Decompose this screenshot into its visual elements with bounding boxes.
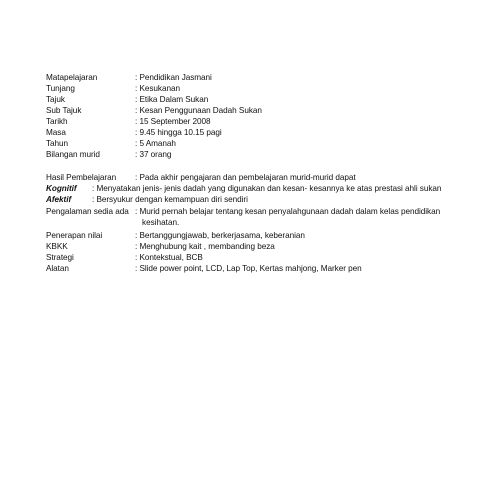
detail-value: : Kontekstual, BCB bbox=[135, 253, 203, 262]
info-value: : 15 September 2008 bbox=[135, 117, 211, 126]
info-label: Tahun bbox=[46, 139, 69, 148]
detail-label: Alatan bbox=[46, 264, 69, 273]
pengalaman-value: : Murid pernah belajar tentang kesan penyalahgunaan dadah dalam kelas pendidikan bbox=[135, 207, 441, 216]
info-value: : Etika Dalam Sukan bbox=[135, 95, 209, 104]
detail-label: KBKK bbox=[46, 242, 68, 251]
hasil-value: : Pada akhir pengajaran dan pembelajaran murid-murid dapat bbox=[135, 173, 356, 182]
detail-label: Strategi bbox=[46, 253, 74, 262]
pengalaman-label: Pengalaman sedia ada bbox=[46, 207, 129, 216]
info-value: : 9.45 hingga 10.15 pagi bbox=[135, 128, 222, 137]
info-label: Tunjang bbox=[46, 84, 75, 93]
info-label: Tajuk bbox=[46, 95, 65, 104]
hasil-label: Hasil Pembelajaran bbox=[46, 173, 117, 182]
detail-value: : Bertanggungjawab, berkerjasama, keberanian bbox=[135, 231, 305, 240]
afektif-label: Afektif bbox=[46, 195, 72, 204]
info-value: : Pendidikan Jasmani bbox=[135, 73, 212, 82]
info-label: Masa bbox=[46, 128, 66, 137]
detail-value: : Slide power point, LCD, Lap Top, Kertas mahjong, Marker pen bbox=[135, 264, 362, 273]
kognitif-value: : Menyatakan jenis- jenis dadah yang digunakan dan kesan- kesannya ke atas prestasi ahli sukan bbox=[92, 184, 442, 193]
info-value: : Kesukanan bbox=[135, 84, 180, 93]
detail-label: Penerapan nilai bbox=[46, 231, 103, 240]
info-label: Sub Tajuk bbox=[46, 106, 82, 115]
kognitif-label: Kognitif bbox=[46, 184, 77, 193]
afektif-value: : Bersyukur dengan kemampuan diri sendiri bbox=[92, 195, 248, 204]
pengalaman-continuation: kesihatan. bbox=[142, 218, 180, 227]
detail-value: : Menghubung kait , membanding beza bbox=[135, 242, 275, 251]
info-value: : 37 orang bbox=[135, 150, 172, 159]
info-label: Bilangan murid bbox=[46, 150, 100, 159]
info-label: Tarikh bbox=[46, 117, 68, 126]
info-label: Matapelajaran bbox=[46, 73, 98, 82]
info-value: : Kesan Penggunaan Dadah Sukan bbox=[135, 106, 262, 115]
info-value: : 5 Amanah bbox=[135, 139, 176, 148]
